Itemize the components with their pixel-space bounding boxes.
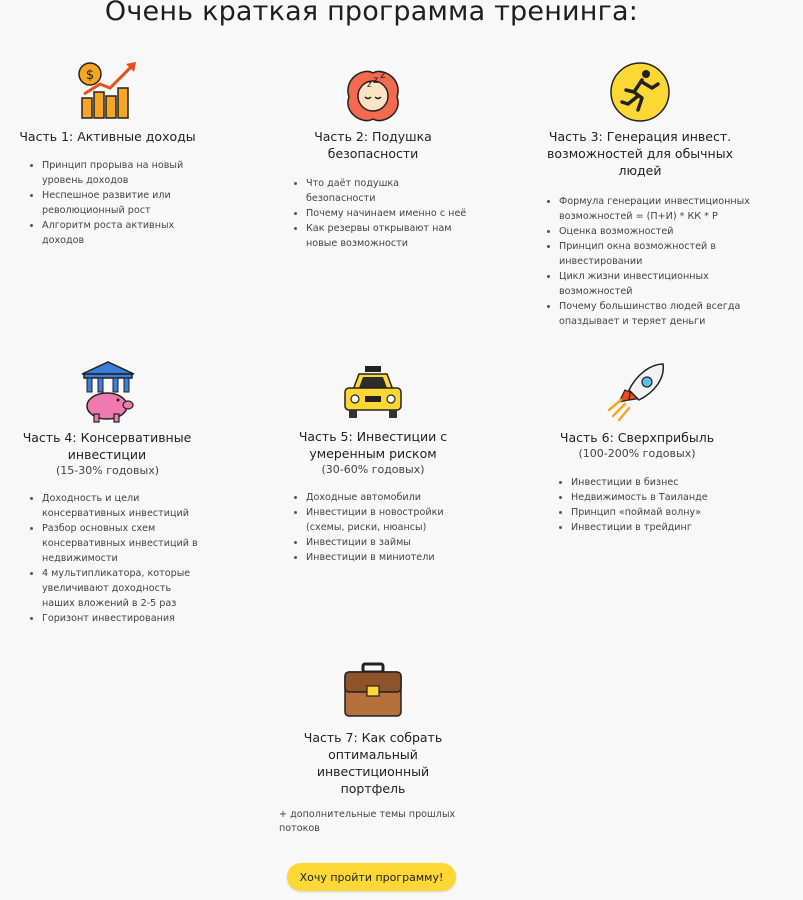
list-item: Доходность и цели консервативных инвестиций [42, 491, 204, 521]
list-item: Что даёт подушка безопасности [306, 176, 471, 206]
part-title: Часть 7: Как собрать оптимальный инвестиционный портфель [303, 730, 443, 796]
part-subtitle: (100-200% годовых) [578, 447, 696, 460]
svg-text:$: $ [85, 68, 94, 83]
list-item: Оценка возможностей [559, 224, 759, 239]
list-item: Цикл жизни инвестиционных возможностей [559, 269, 759, 299]
list-item: Горизонт инвестирования [42, 611, 204, 626]
briefcase-icon [341, 660, 405, 724]
part-card-5 [267, 362, 479, 565]
part-items [306, 176, 471, 251]
join-program-button[interactable]: Хочу пройти программу! [287, 863, 456, 891]
part-card-1 [0, 58, 215, 248]
part-title: Часть 1: Активные доходы [19, 129, 196, 144]
part-items [559, 194, 759, 329]
list-item: Инвестиции в займы [306, 535, 471, 550]
part-title: Часть 2: Подушка безопасности [314, 129, 432, 161]
list-item: Алгоритм роста активных доходов [42, 218, 202, 248]
rocket-icon [605, 360, 669, 424]
list-item: Инвестиции в миниотели [306, 550, 471, 565]
part-card-3 [532, 60, 750, 329]
part-title: Часть 3: Генерация инвест. возможностей для обычных людей [547, 129, 733, 178]
part-card-6 [532, 360, 742, 535]
extra-topics-note: + дополнительные темы прошлых потоков [279, 809, 456, 834]
list-item: Почему начинаем именно с неё [306, 206, 471, 221]
list-item: Инвестиции в новостройки (схемы, риски, нюансы) [306, 505, 471, 535]
part-title: Часть 4: Консервативные инвестиции [22, 430, 192, 462]
bank-piggy-icon [76, 360, 140, 424]
part-card-4 [0, 360, 215, 626]
list-item: Принцип окна возможностей в инвестировании [559, 239, 759, 269]
list-item: 4 мультипликатора, которые увеличивают доходность наших вложений в 2-5 раз [42, 566, 204, 611]
svg-text:z: z [367, 80, 372, 90]
list-item: Доходные автомобили [306, 490, 471, 505]
list-item: Неспешное развитие или революционный рост [42, 188, 202, 218]
taxi-car-icon [341, 362, 405, 426]
list-item: Инвестиции в трейдинг [571, 520, 736, 535]
part-card-7 [268, 660, 478, 797]
list-item: Принцип «поймай волну» [571, 505, 736, 520]
income-growth-icon [76, 58, 140, 122]
running-person-icon [608, 60, 672, 124]
part-title: Часть 5: Инвестиции с умеренным риском [298, 429, 448, 461]
page-title: Очень краткая программа тренинга: [104, 0, 639, 27]
list-item: Формула генерации инвестиционных возможностей = (П+И) * КК * Р [559, 194, 759, 224]
part-title: Часть 6: Сверхприбыль [559, 430, 715, 445]
svg-text:z: z [373, 75, 379, 86]
part-items [571, 475, 736, 535]
list-item: Разбор основных схем консервативных инвестиций в недвижимости [42, 521, 204, 566]
svg-text:z: z [380, 68, 386, 81]
sleeping-pillow-icon [341, 63, 405, 127]
list-item: Инвестиции в бизнес [571, 475, 736, 490]
list-item: Принцип прорыва на новый уровень доходов [42, 158, 202, 188]
part-subtitle: (30-60% годовых) [321, 463, 425, 476]
part-items [42, 158, 202, 248]
part-items [306, 490, 471, 565]
part-items [42, 491, 204, 626]
part-subtitle: (15-30% годовых) [55, 464, 160, 477]
list-item: Как резервы открывают нам новые возможности [306, 221, 471, 251]
part-card-2 [268, 63, 478, 251]
list-item: Недвижимость в Таиланде [571, 490, 736, 505]
list-item: Почему большинство людей всегда опаздывает и теряет деньги [559, 299, 759, 329]
